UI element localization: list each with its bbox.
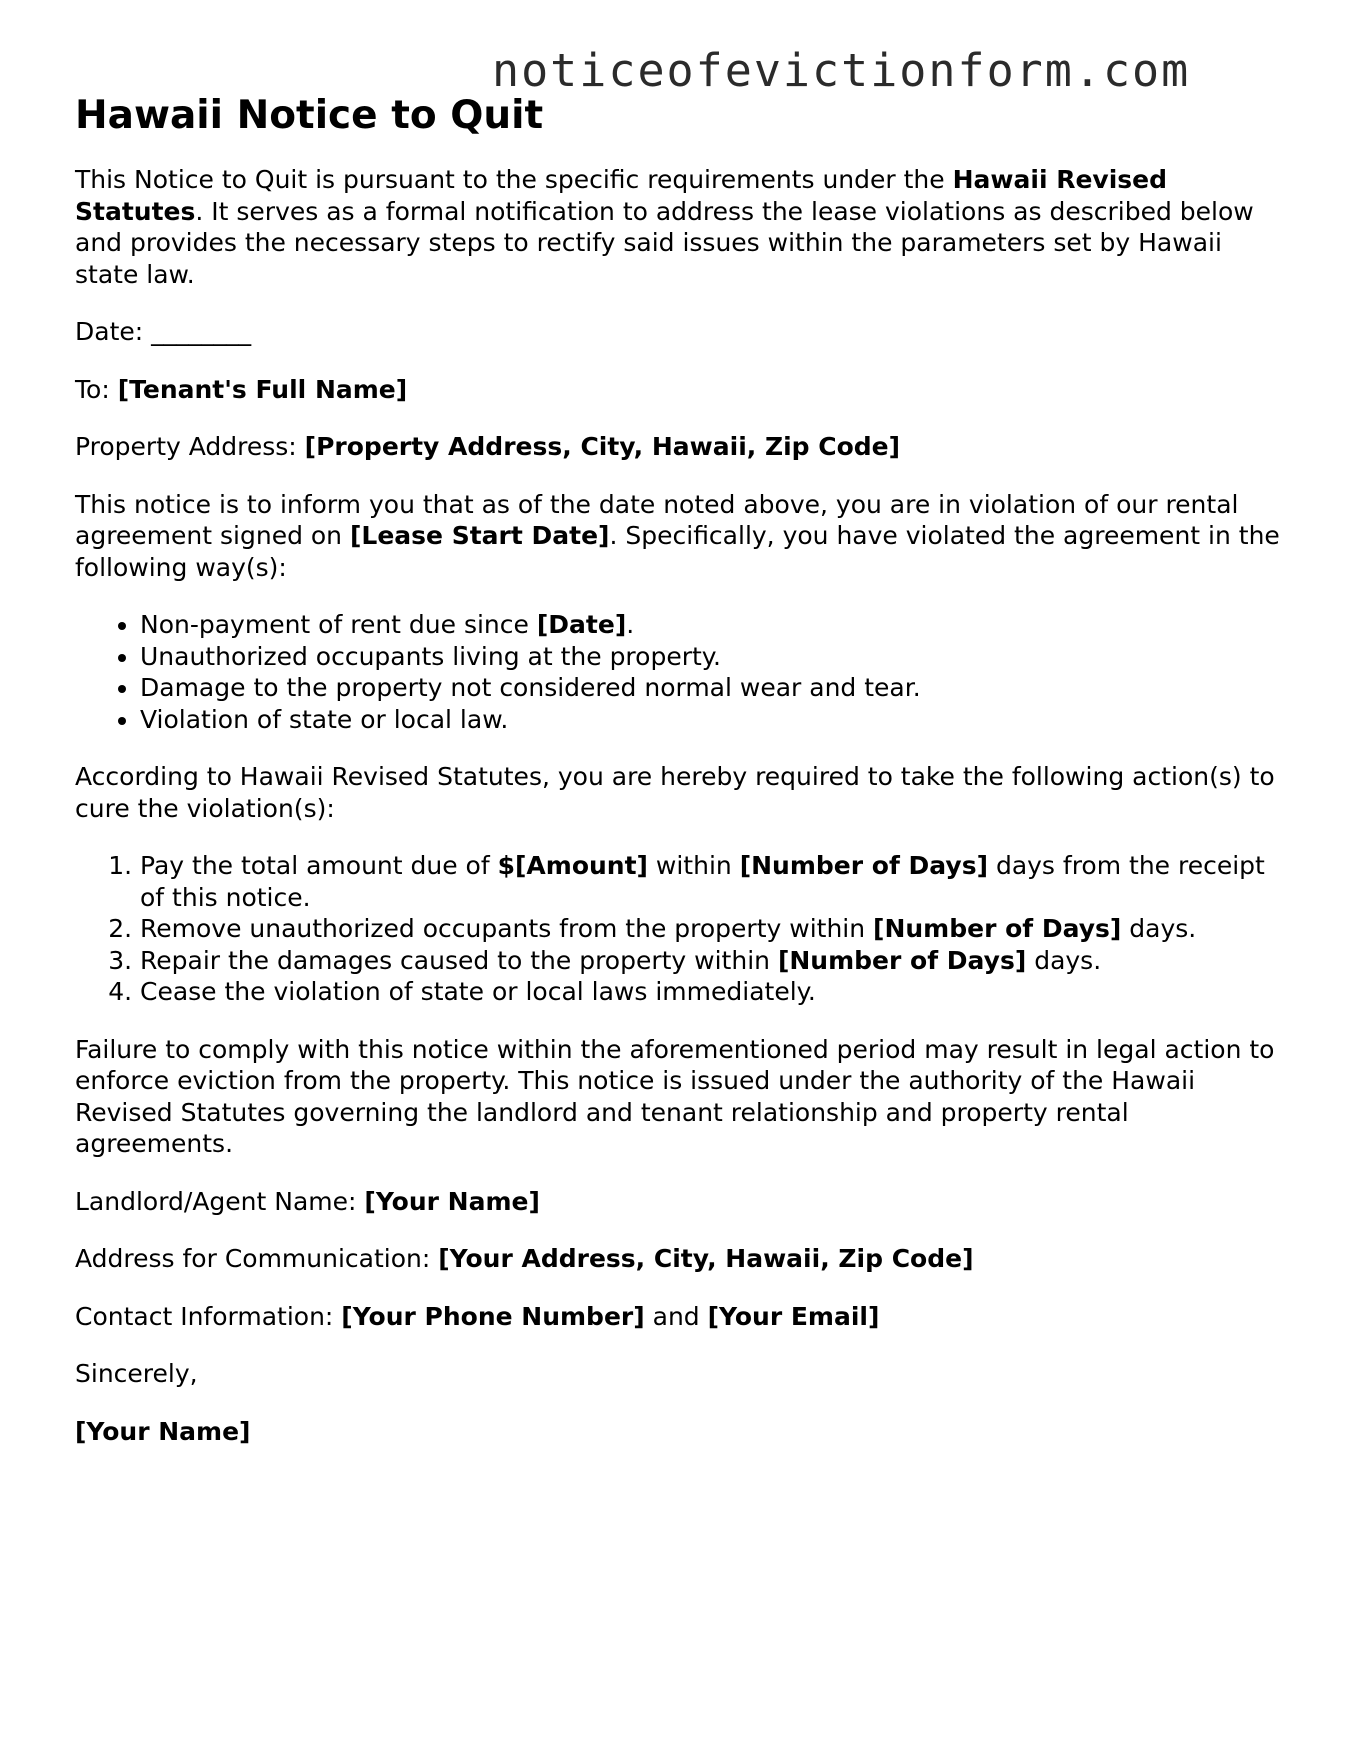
property-label: Property Address: bbox=[75, 432, 305, 461]
violation-item-damage: • Damage to the property not considered normal wear and tear. bbox=[140, 672, 1290, 704]
address-line bbox=[75, 1243, 1290, 1275]
failure-paragraph: Failure to comply with this notice within the aforementioned period may result in legal action to enforce eviction from the property. This notice is issued under the authority of the Hawaii Revised Statutes governing the landlord and tenant relationship and property rental agreements. bbox=[75, 1034, 1275, 1158]
action-1-text-2: within bbox=[647, 851, 740, 880]
address-placeholder: [Your Address, City, Hawaii, Zip Code] bbox=[438, 1244, 974, 1273]
intro-statute-name: Hawaii Revised Statutes bbox=[75, 165, 1168, 226]
intro-text-start: This Notice to Quit is pursuant to the specific requirements under the bbox=[75, 165, 953, 194]
email-placeholder: [Your Email] bbox=[707, 1301, 880, 1331]
violation-intro-paragraph bbox=[75, 489, 1290, 584]
action-3-text-2: days. bbox=[1026, 945, 1102, 975]
address-label: Address for Communication: bbox=[75, 1244, 439, 1273]
landlord-line bbox=[75, 1186, 1290, 1218]
intro-paragraph bbox=[75, 164, 1290, 290]
action-1-text-1: Pay the total amount due of bbox=[140, 851, 498, 880]
notice-document bbox=[75, 92, 1290, 1473]
signature-name-placeholder: [Your Name] bbox=[75, 1416, 251, 1446]
tenant-name-placeholder: [Tenant's Full Name] bbox=[117, 374, 408, 404]
watermark-text: noticeofevictionform.com bbox=[492, 44, 1191, 97]
amount-placeholder: $[Amount] bbox=[497, 851, 648, 880]
actions-intro-paragraph: According to Hawaii Revised Statutes, you are hereby required to take the following action(s) to cure the violation(s): bbox=[75, 762, 1275, 823]
violation-1-end: . bbox=[626, 610, 635, 639]
action-2-text-2: days. bbox=[1121, 914, 1197, 943]
action-item-repair bbox=[140, 945, 1290, 977]
date-label: Date: bbox=[75, 317, 152, 346]
landlord-name-placeholder: [Your Name] bbox=[364, 1186, 540, 1216]
action-3-text-1: Repair the damages caused to the property within bbox=[140, 945, 778, 975]
landlord-label: Landlord/Agent Name: bbox=[75, 1186, 365, 1216]
intro-text-end: . It serves as a formal notification to address the lease violations as described below and provides the necessary steps to rectify said issues within the parameters set by Hawaii state law. bbox=[75, 196, 1254, 289]
violation-item-nonpayment bbox=[140, 609, 1290, 641]
violation-intro-end: . Specifically, you have violated the agreement in the following way(s): bbox=[75, 521, 1280, 582]
date-line bbox=[75, 316, 1290, 348]
action-2-text-1: Remove unauthorized occupants from the property within bbox=[140, 914, 874, 943]
contact-line bbox=[75, 1301, 1290, 1333]
violation-item-occupants: • Unauthorized occupants living at the property. bbox=[140, 641, 1290, 673]
closing-salutation: Sincerely, bbox=[75, 1359, 198, 1388]
violations-list bbox=[75, 609, 1290, 735]
date-blank: ________ bbox=[151, 317, 252, 346]
phone-placeholder: [Your Phone Number] bbox=[341, 1301, 645, 1331]
action-item-cease: 4. Cease the violation of state or local laws immediately. bbox=[140, 976, 1290, 1008]
signature-name bbox=[75, 1416, 1290, 1448]
contact-label: Contact Information: bbox=[75, 1301, 342, 1331]
action-item-pay bbox=[140, 850, 1290, 913]
property-address-placeholder: [Property Address, City, Hawaii, Zip Code] bbox=[304, 432, 901, 461]
action-1-days-placeholder: [Number of Days] bbox=[739, 851, 988, 880]
tenant-label: To: bbox=[75, 374, 118, 404]
action-1-text-3: days from the receipt of this notice. bbox=[140, 851, 1265, 912]
violation-intro-start: This notice is to inform you that as of the date noted above, you are in violation of our rental agreement signed on bbox=[75, 489, 1239, 550]
violation-1-text: Non-payment of rent due since bbox=[140, 610, 537, 639]
action-3-days-placeholder: [Number of Days] bbox=[777, 945, 1027, 975]
action-2-days-placeholder: [Number of Days] bbox=[873, 914, 1122, 943]
contact-and: and bbox=[644, 1301, 708, 1331]
actions-list bbox=[75, 850, 1290, 1008]
tenant-line bbox=[75, 374, 1290, 406]
lease-start-date-placeholder: [Lease Start Date] bbox=[349, 521, 610, 550]
property-line bbox=[75, 431, 1290, 463]
action-item-remove-occupants bbox=[140, 913, 1290, 945]
page-title: Hawaii Notice to Quit bbox=[75, 93, 544, 138]
violation-item-law: • Violation of state or local law. bbox=[140, 704, 1290, 736]
violation-1-date-placeholder: [Date] bbox=[536, 610, 627, 639]
